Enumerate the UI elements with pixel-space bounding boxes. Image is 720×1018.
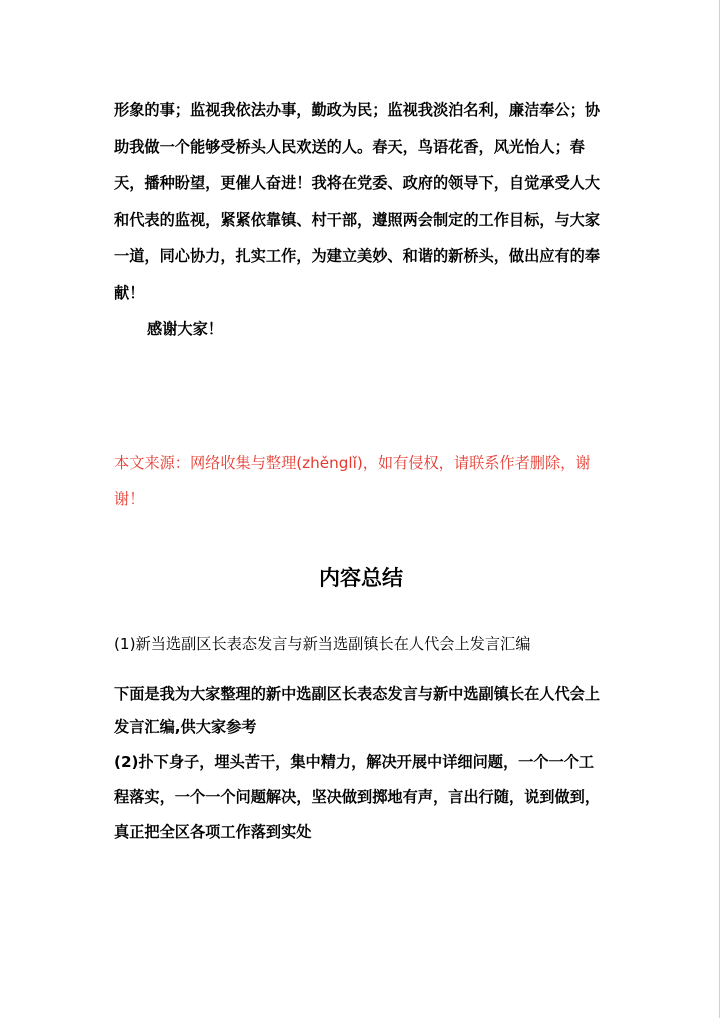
source-note: 本文来源：网络收集与整理(zhěnglǐ)，如有侵权，请联系作者删除，谢谢！ xyxy=(114,453,591,508)
thanks-paragraph: 感谢大家！ xyxy=(147,320,223,338)
summary-item-2: (2)扑下身子，埋头苦干，集中精力，解决开展中详细问题，一个一个工程落实，一个一个问题解决，坚决做到掷地有声，言出行随，说到做到，真正把全区各项工作落到实处 xyxy=(114,752,600,841)
summary-title: 内容总结 xyxy=(319,565,403,590)
document-content xyxy=(114,92,608,850)
summary-item-1: (1)新当选副区长表态发言与新当选副镇长在人代会上发言汇编 xyxy=(114,634,531,653)
summary-item-1-detail: 下面是我为大家整理的新中选副区长表态发言与新中选副镇长在人代会上发言汇编,供大家参考 xyxy=(114,684,600,736)
body-paragraph: 形象的事；监视我依法办事，勤政为民；监视我淡泊名利，廉洁奉公；协助我做一个能够受桥头人民欢送的人。春天，鸟语花香，风光怡人；春天，播种盼望，更催人奋进！我将在党委、政府的领导下，自觉承受人大和代表的监视，紧紧依靠镇、村干部，遵照两会制定的工作目标，与大家一道，同心协力，扎实工作，为建立美妙、和谐的新桥头，做出应有的奉献！ xyxy=(114,101,600,302)
